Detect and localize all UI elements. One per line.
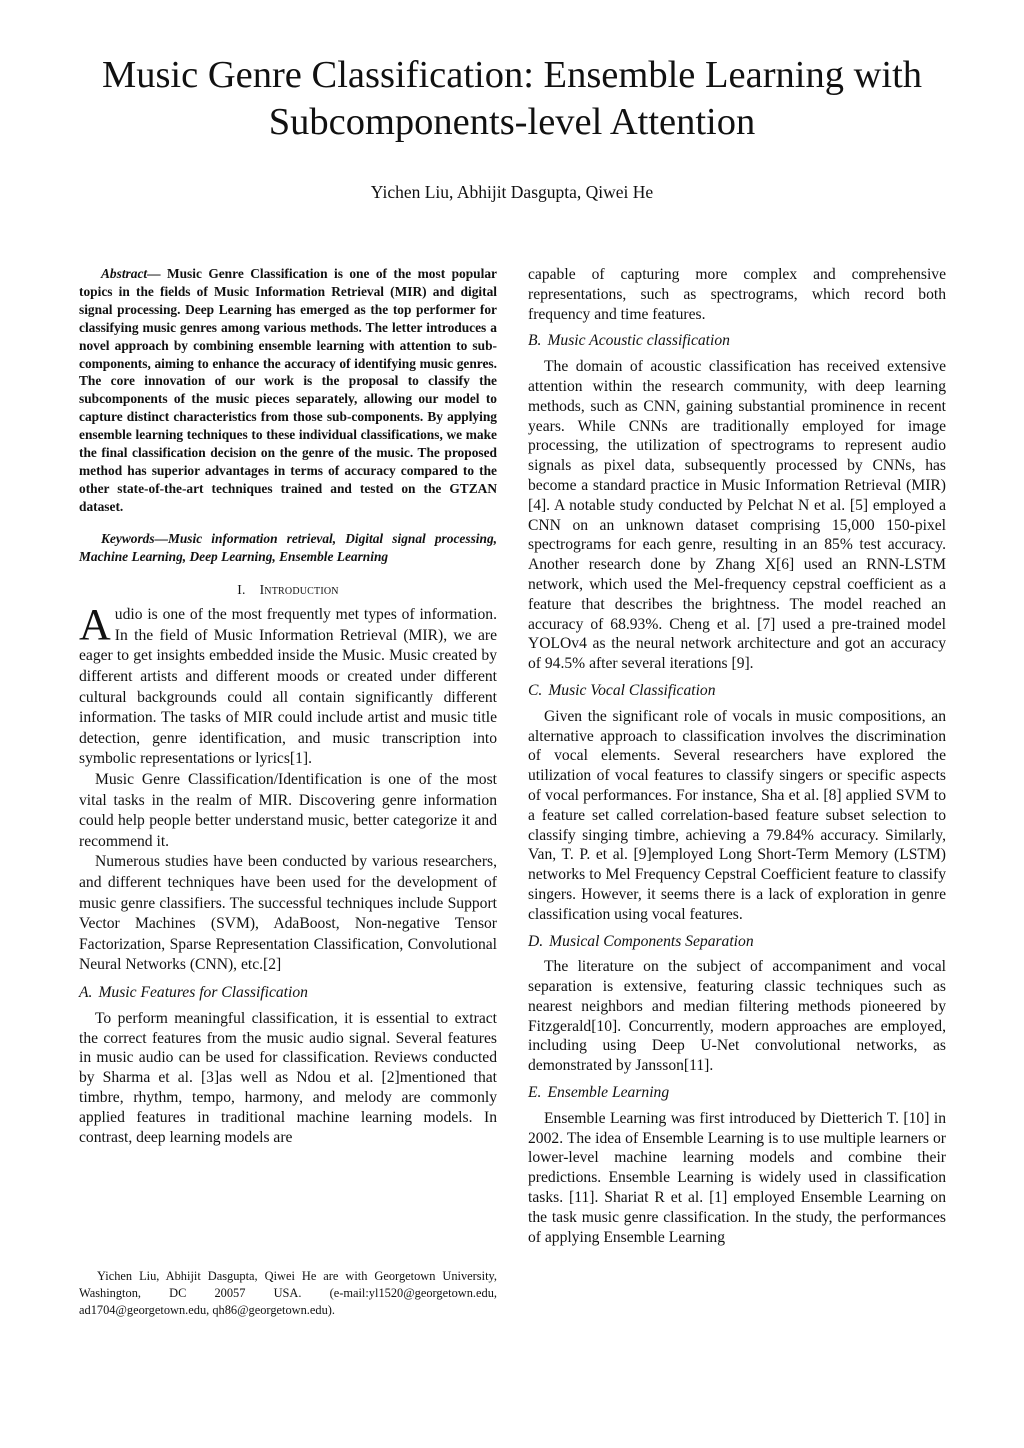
left-column	[79, 265, 497, 1147]
subsection-d-paragraph: The literature on the subject of accompaniment and vocal separation is extensive, featuring classic techniques such as nearest neighbors and median filtering methods pioneered by Fitzgerald[10]. Concurrently, modern approaches are employed, including using Deep U-Net convolutional networks, as demonstrated by Jansson[11].	[528, 958, 946, 1075]
section-number: I.	[237, 581, 246, 597]
subsection-heading-a	[79, 983, 497, 1003]
subsection-a-paragraph: To perform meaningful classification, it is essential to extract the correct features from the music audio signal. Several features in music audio can be used for classification. Reviews conducted by Sharma et al. [3]as well as Ndou et al. [2]mentioned that timbre, rhythm, tempo, harmony, and melody are commonly applied features in traditional machine learning models. In contrast, deep learning models are	[79, 1009, 497, 1146]
author-list: Yichen Liu, Abhijit Dasgupta, Qiwei He	[370, 182, 654, 202]
subsection-number: A.	[79, 983, 93, 1001]
subsection-e-paragraph: Ensemble Learning was first introduced by Dietterich T. [10] in 2002. The idea of Ensemble Learning is to use multiple learners or lower-level machine learning models and combine their predictions. Ensemble Learning is widely used in classification tasks. [11]. Shariat R et al. [1] employed Ensemble Learning on the task music genre classification. In the study, the performances of applying Ensemble Learning	[528, 1109, 946, 1246]
subsection-heading-c	[528, 681, 946, 701]
intro-paragraph-3: Numerous studies have been conducted by various researchers, and different techniques have been used for the development of music genre classifiers. The successful techniques include Support Vector Machines (SVM), AdaBoost, Non-negative Tensor Factorization, Sparse Representation Classification, Convolutional Neural Networks (CNN), etc.[2]	[79, 853, 497, 974]
drop-cap: A	[79, 600, 111, 650]
keywords: Keywords—Music information retrieval, Digital signal processing, Machine Learning, Deep Learning, Ensemble Learning	[79, 530, 497, 564]
intro-paragraph-1	[79, 600, 497, 770]
subsection-b-paragraph: The domain of acoustic classification has received extensive attention within the research community, with deep learning methods, such as CNN, gaining substantial prominence in recent years. While CNNs are traditionally employed for image processing, the utilization of spectrograms to represent audio signals as pixel data, subsequently processed by CNNs, has become a standard practice in Music Information Retrieval (MIR)[4]. A notable study conducted by Pelchat N et al. [5] employed a CNN on an unknown dataset comprising 15,000 150-pixel spectrograms for each genre, resulting in an 85% test accuracy. Another research done by Zhang X[6] used an RNN-LSTM network, which used the Mel-frequency cepstral coefficient as a feature that describes the brightness. The model reached an accuracy of 68.93%. Cheng et al. [7] used a pre-trained model YOLOv4 as the neural network architecture and got an accuracy of 94.5% after several iterations [9].	[528, 358, 946, 673]
subsection-heading-d	[528, 932, 946, 952]
subsection-heading-b	[528, 331, 946, 351]
subsection-c-paragraph: Given the significant role of vocals in music compositions, an alternative approach to classification involves the discrimination of vocal elements. Several researchers have explored the utilization of vocal features to classify singers or specific aspects of vocal performances. For instance, Sha et al. [8] applied SVM to a feature set called correlation-based feature subset selection to classify singing timbre, achieving a 79.84% accuracy. Similarly, Van, T. P. et al. [9]employed Long Short-Term Memory (LSTM) networks to Mel Frequency Cepstral Coefficient feature to classify singers. However, it seems there is a lack of exploration in genre classification using vocal features.	[528, 707, 946, 923]
subsection-heading-e	[528, 1083, 946, 1103]
section-title: Introduction	[259, 581, 339, 597]
author-footnote: Yichen Liu, Abhijit Dasgupta, Qiwei He are with Georgetown University, Washington, DC 20057 USA. (e-mail:yl1520@georgetown.edu, ad1704@georgetown.edu, qh86@georgetown.edu).	[79, 1269, 497, 1317]
subsection-number: C.	[528, 681, 543, 699]
subsection-title: Ensemble Learning	[547, 1084, 670, 1102]
right-column	[528, 265, 946, 1247]
abstract	[79, 265, 497, 516]
subsection-title: Music Vocal Classification	[548, 681, 716, 699]
subsection-number: D.	[528, 932, 544, 950]
subsection-title: Music Features for Classification	[98, 983, 308, 1001]
introduction-body	[79, 600, 497, 976]
abstract-label: Abstract	[101, 266, 148, 281]
subsection-title: Music Acoustic classification	[547, 332, 730, 350]
intro-paragraph-2: Music Genre Classification/Identification is one of the most vital tasks in the realm of MIR. Discovering genre information could help people better understand music, better categorize it and recommend it.	[79, 771, 497, 850]
subsection-title: Musical Components Separation	[549, 932, 754, 950]
section-heading-introduction	[79, 580, 497, 600]
abstract-text: — Music Genre Classification is one of the most popular topics in the fields of Music Information Retrieval (MIR) and digital signal processing. Deep Learning has emerged as the top performer for classifying music genres among various methods. The letter introduces a novel approach by combining ensemble learning with attention to sub-components, aiming to enhance the accuracy of identifying music genres. The core innovation of our work is the proposal to classify the subcomponents of the music pieces separately, allowing our model to capture distinct characteristics from those sub-components. By applying ensemble learning techniques to these individual classifications, we make the final classification decision on the genre of the music. The proposed method has superior advantages in terms of accuracy compared to the other state-of-the-art techniques trained and tested on the GTZAN dataset.	[79, 266, 497, 514]
subsection-a-continuation: capable of capturing more complex and comprehensive representations, such as spectrograms, which record both frequency and time features.	[528, 266, 946, 323]
subsection-number: E.	[528, 1084, 542, 1102]
intro-paragraph-1-text: udio is one of the most frequently met types of information. In the field of Music Information Retrieval (MIR), we are eager to get insights embedded inside the Music. Music created by different artists and different moods or created under different cultural backgrounds could all contain significantly different information. The tasks of MIR could include artist and music title detection, genre identification, and music transcription into symbolic representations or lyrics[1].	[79, 606, 497, 768]
paper-title: Music Genre Classification: Ensemble Learning with Subcomponents-level Attention	[101, 54, 923, 143]
subsection-number: B.	[528, 332, 542, 350]
